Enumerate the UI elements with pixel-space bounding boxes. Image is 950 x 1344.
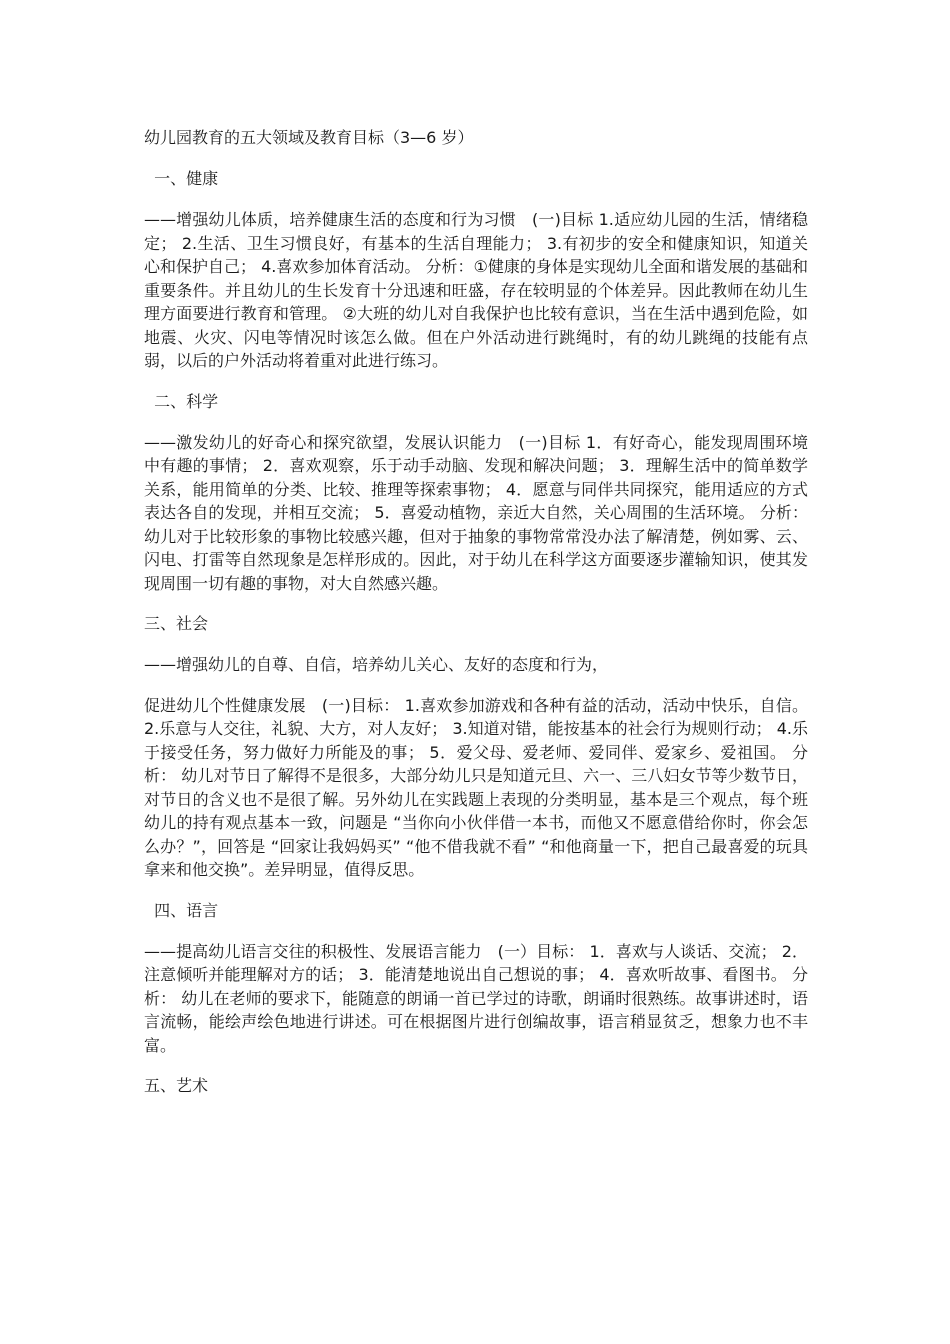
document-title: 幼儿园教育的五大领域及教育目标（3—6 岁）: [144, 128, 474, 147]
section-paragraph: ——增强幼儿的自尊、自信，培养幼儿关心、友好的态度和行为，: [144, 655, 609, 674]
section-paragraph: ——激发幼儿的好奇心和探究欲望，发展认识能力 (一)目标 1．有好奇心，能发现周围环境中有趣的事情； 2．喜欢观察，乐于动手动脑、发现和解决问题； 3．理解生活中的简单数学关系，能用简单的分类、比较、推理等探索事物； 4．愿意与同伴共同探究，能用适应的方式表达各自的发现，并相互交流； 5．喜爱动植物，亲近大自然，关心周围的生活环境。 分析：幼儿对于比较形象的事物比较感兴趣，但对于抽象的事物常常没办法了解清楚，例如雾、云、闪电、打雷等自然现象是怎样形成的。因此，对于幼儿在科学这方面要逐步灌输知识，使其发现周围一切有趣的事物，对大自然感兴趣。: [144, 432, 808, 593]
section-heading: 二、科学: [144, 391, 219, 411]
section-health: [144, 167, 808, 373]
section-heading: 四、语言: [144, 900, 219, 920]
section-paragraph: 促进幼儿个性健康发展 (一)目标： 1.喜欢参加游戏和各种有益的活动，活动中快乐，自信。2.乐意与人交往，礼貌、大方，对人友好； 3.知道对错，能按基本的社会行为规则行动； 4.乐于接受任务，努力做好力所能及的事； 5．爱父母、爱老师、爱同伴、爱家乡、爱祖国。 分析： 幼儿对节日了解得不是很多，大部分幼儿只是知道元旦、六一、三八妇女节等少数节日，对节日的含义也不是很了解。另外幼儿在实践题上表现的分类明显，基本是三个观点，每个班幼儿的持有观点基本一致，问题是 “当你向小伙伴借一本书，而他又不愿意借给你时，你会怎么办？”，回答是 “回家让我妈妈买” “他不借我就不看” “和他商量一下，把自己最喜爱的玩具拿来和他交换”。差异明显，值得反思。: [144, 695, 808, 879]
section-heading: 五、艺术: [144, 1076, 209, 1095]
section-paragraph: ——提高幼儿语言交往的积极性、发展语言能力 (一）目标： 1．喜欢与人谈话、交流； 2．注意倾听并能理解对方的话； 3．能清楚地说出自己想说的事； 4．喜欢听故事、看图书。 分析： 幼儿在老师的要求下，能随意的朗诵一首已学过的诗歌，朗诵时很熟练。故事讲述时，语言流畅，能绘声绘色地进行讲述。可在根据图片进行创编故事，语言稍显贫乏，想象力也不丰富。: [144, 941, 808, 1055]
section-science: [144, 390, 808, 596]
section-society: [144, 612, 808, 882]
section-heading: 一、健康: [144, 169, 219, 188]
document-page: [144, 126, 808, 1115]
section-language: [144, 899, 808, 1058]
section-heading: 三、社会: [144, 614, 209, 633]
section-art: [144, 1074, 808, 1098]
section-paragraph: ——增强幼儿体质，培养健康生活的态度和行为习惯 (一)目标 1.适应幼儿园的生活，情绪稳定； 2.生活、卫生习惯良好，有基本的生活自理能力； 3.有初步的安全和健康知识，知道关心和保护自己； 4.喜欢参加体育活动。 分析：①健康的身体是实现幼儿全面和谐发展的基础和重要条件。并且幼儿的生长发育十分迅速和旺盛，存在较明显的个体差异。因此教师在幼儿生理方面要进行教育和管理。 ②大班的幼儿对自我保护也比较有意识，当在生活中遇到危险，如地震、火灾、闪电等情况时该怎么做。但在户外活动进行跳绳时，有的幼儿跳绳的技能有点弱，以后的户外活动将着重对此进行练习。: [144, 210, 808, 370]
